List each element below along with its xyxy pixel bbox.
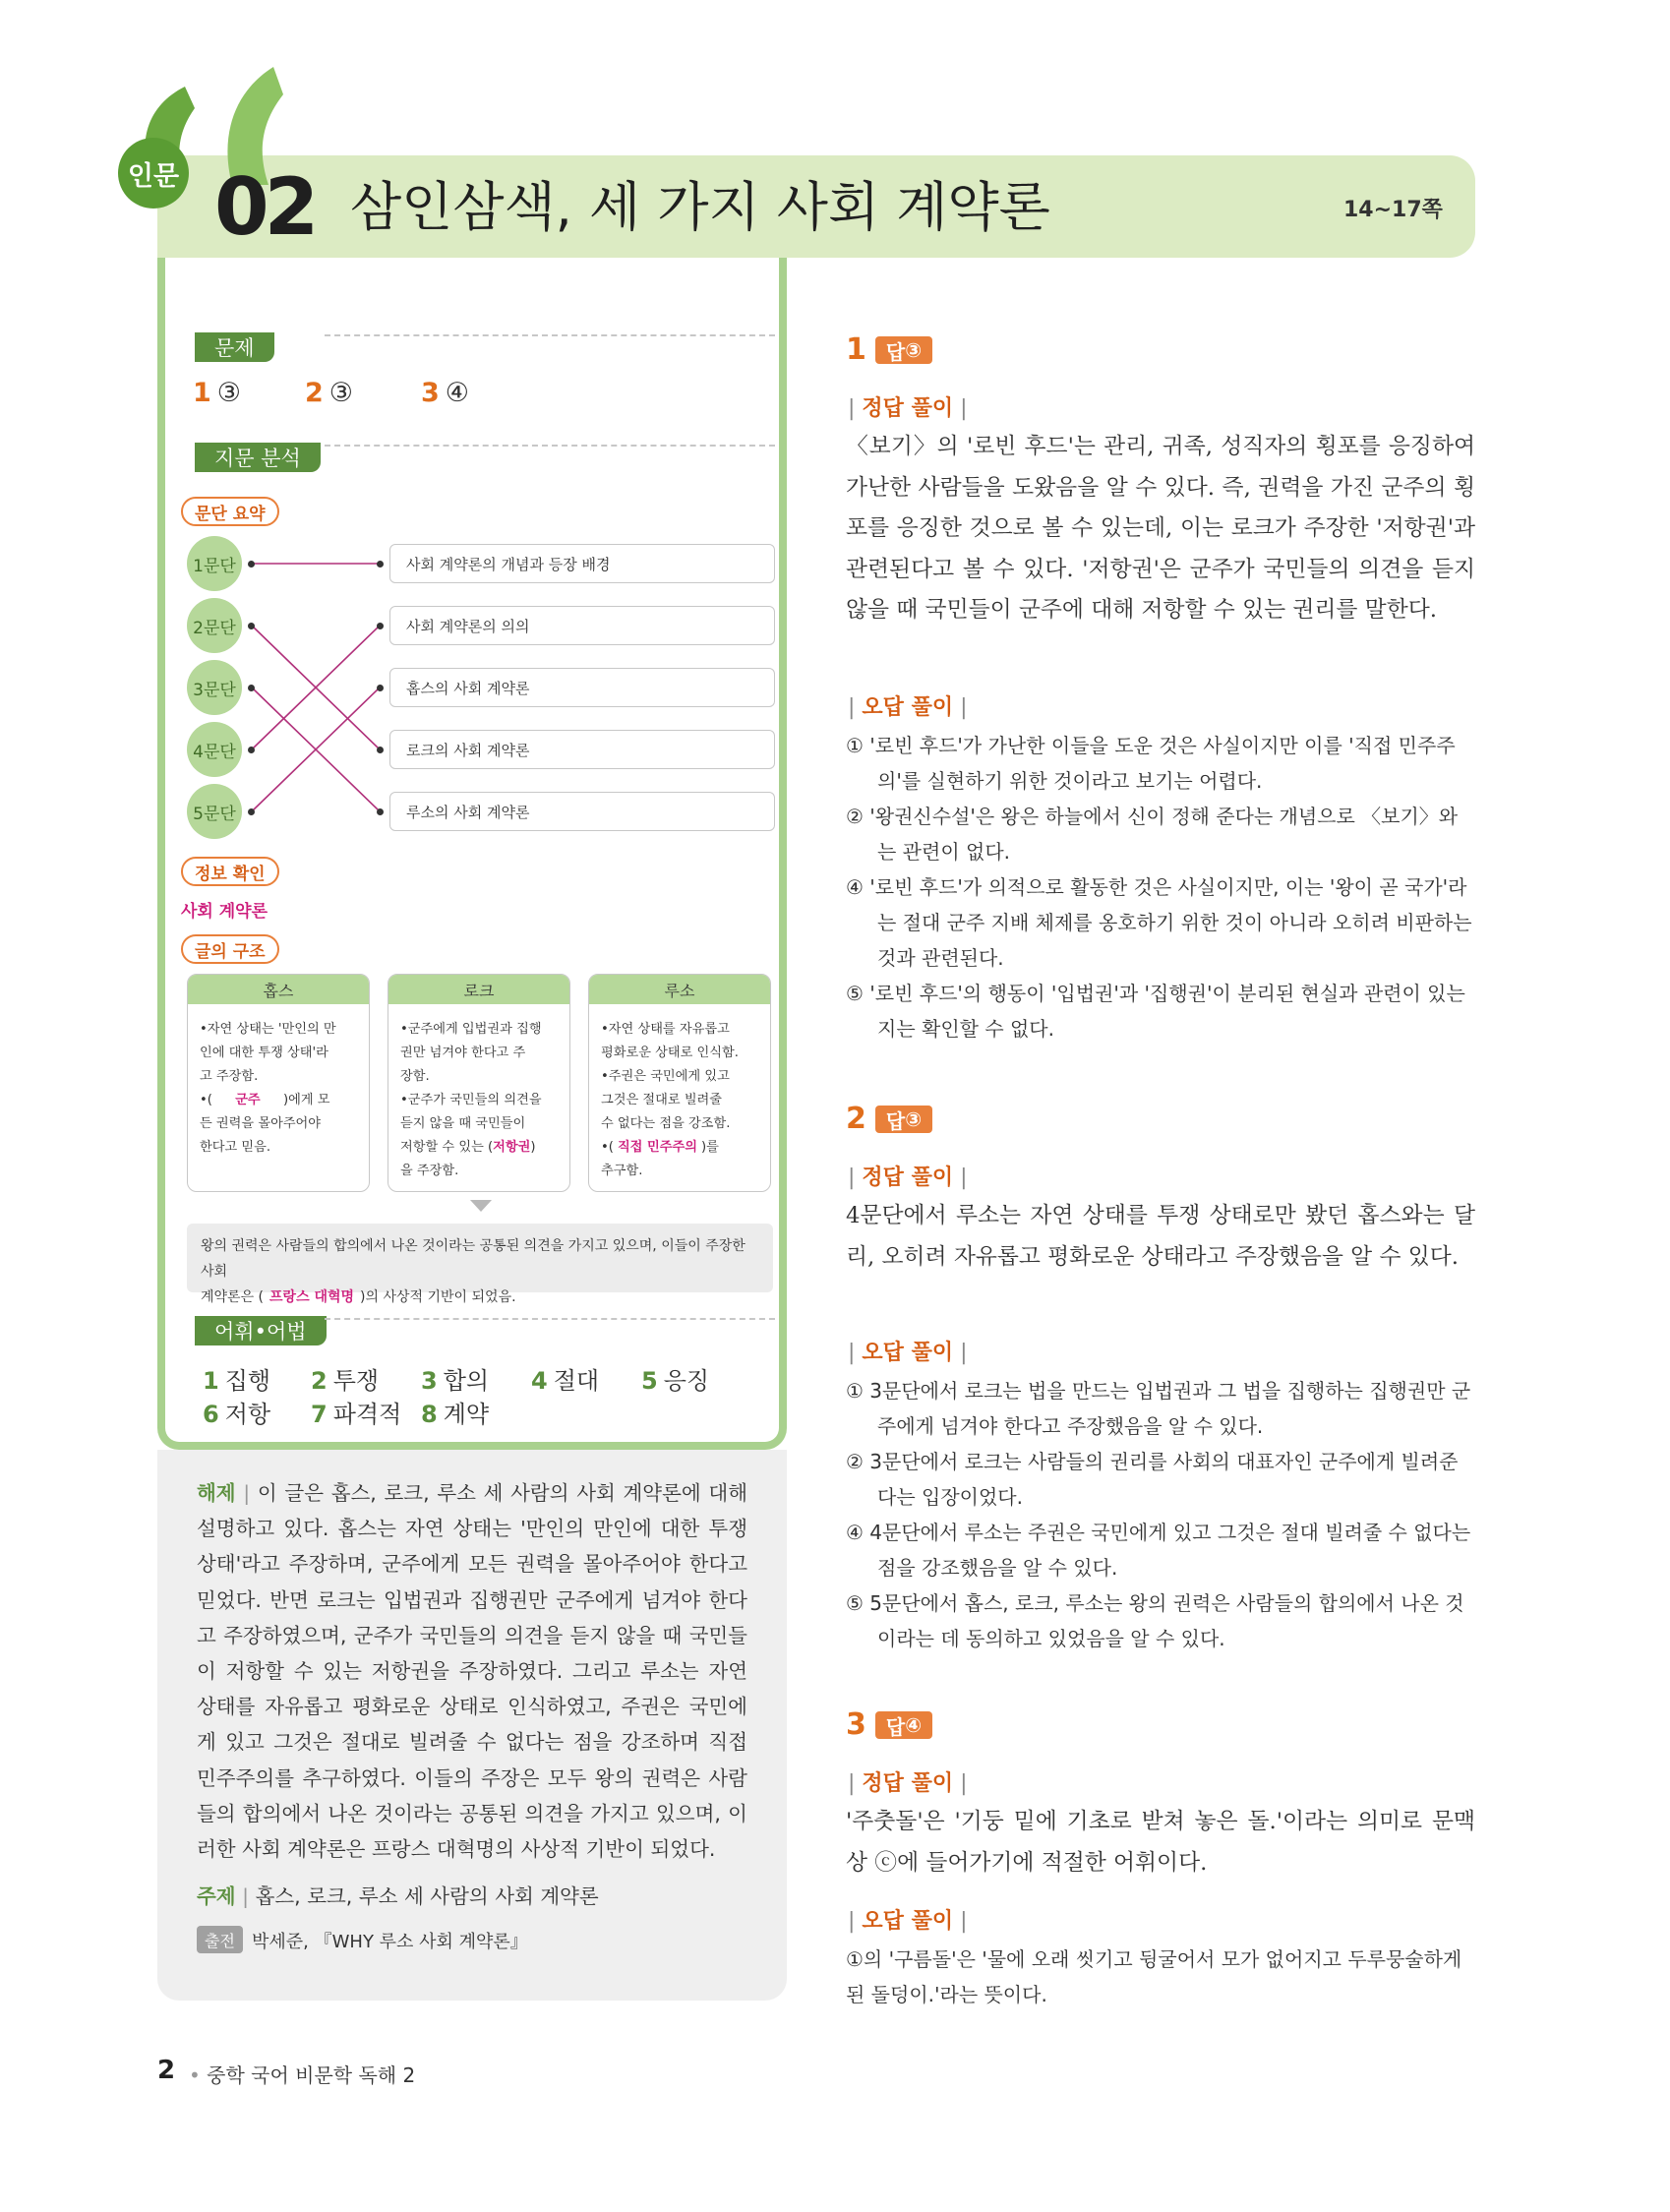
wrong-item: ④ 4문단에서 루소는 주권은 국민에게 있고 그것은 절대 빌려줄 수 없다는 점을 강조했음을 알 수 있다. [846,1521,1471,1580]
info-pill: 정보 확인 [181,857,279,886]
correct-explanation-1: 〈보기〉의 '로빈 후드'는 관리, 귀족, 성직자의 횡포를 응징하여 가난한 사람들을 도왔음을 알 수 있다. 즉, 권력을 가진 군주의 횡포를 응징한 것으로 볼 수 있는데, 이는 로크가 주장한 '저항권'과 관련된다고 볼 수 있다. '저항권'은 군주가 국민들의 의견을 듣지 않을 때 국민들이 군주에 대해 저항할 수 있는 권리를 말한다. [846,434,1475,624]
page-range: 14~17쪽 [1343,198,1443,222]
correct-explanation-3: '주춧돌'은 '기둥 밑에 기초로 받쳐 놓은 돌.'이라는 의미로 문맥상 ⓒ에 들어가기에 적절한 어휘이다. [846,1809,1475,1876]
wrong-heading-3: | 오답 풀이 | [848,1909,968,1934]
answer-3: 3 ④ [421,378,470,408]
answer-1: 1 ③ [193,378,242,408]
source-tag: 출전 [197,1926,243,1953]
answer-2: 2 ③ [305,378,354,408]
answer-tag-1: 답 ③ [875,336,932,364]
structure-column-locke [388,974,570,1192]
summary-pill: 문단 요약 [181,497,279,526]
vocab-7: 7 파격적 [311,1401,402,1428]
vocab-3: 3 합의 [421,1367,490,1395]
paragraph-label-2: 2문단 [187,598,242,653]
column-body: •군주에게 입법권과 집행 권만 넘겨야 한다고 주 장함. •군주가 국민들의 의견을 듣지 않을 때 국민들이 저항할 수 있는 (저항권) 을 주장함. [400,1022,542,1178]
down-arrow-icon [470,1200,492,1214]
answers-tab: 문제 [195,332,274,362]
column-head: 루소 [589,975,770,1004]
wrong-explanations-1 [846,728,1475,1046]
summary-box-3: 홉스의 사회 계약론 [389,668,775,707]
structure-summary: 왕의 권력은 사람들의 합의에서 나온 것이라는 공통된 의견을 가지고 있으며, 이들이 주장한 사회 계약론은 ( 프랑스 대혁명 )의 사상적 기반이 되었음. [187,1224,773,1292]
connector-dot [377,685,384,691]
chapter-number: 02 [214,161,315,253]
source-text: 박세준, 『WHY 루소 사회 계약론』 [252,1932,528,1952]
connector-dot [377,747,384,753]
connector-dot [377,808,384,815]
connector-dot [248,561,255,568]
question-number-3: 3 [846,1707,866,1742]
structure-column-rousseau [588,974,771,1192]
paragraph-label-1: 1문단 [187,536,242,591]
summary-box-4: 로크의 사회 계약론 [389,730,775,769]
structure-column-hobbes [187,974,370,1192]
summary-box-5: 루소의 사회 계약론 [389,792,775,831]
wrong-item: ⑤ 5문단에서 홉스, 로크, 루소는 왕의 권력은 사람들의 합의에서 나온 것이라는 데 동의하고 있었음을 알 수 있다. [846,1591,1464,1650]
summary-box-2: 사회 계약론의 의의 [389,606,775,645]
vocab-5: 5 응징 [641,1367,710,1395]
wrong-explanations-2 [846,1373,1475,1656]
correct-heading-3: | 정답 풀이 | [848,1771,968,1796]
correct-heading-1: | 정답 풀이 | [848,396,968,421]
wrong-item: ② '왕권신수설'은 왕은 하늘에서 신이 정해 준다는 개념으로 〈보기〉와는 관련이 없다. [846,805,1459,864]
wrong-heading-2: | 오답 풀이 | [848,1341,968,1365]
paragraph-label-4: 4문단 [187,722,242,777]
category-badge: 인문 [118,138,189,209]
vocab-1: 1 집행 [203,1367,271,1395]
wrong-explanations-3 [846,1942,1475,2012]
vocab-tab: 어휘•어법 [195,1316,327,1345]
divider [325,1318,775,1320]
connector-dot [377,561,384,568]
column-head: 로크 [388,975,569,1004]
connector-dot [248,747,255,753]
vocab-6: 6 저항 [203,1401,271,1428]
theme-text: 주제 | 홉스, 로크, 루소 세 사람의 사회 계약론 [197,1884,599,1908]
correct-explanation-2: 4문단에서 루소는 자연 상태를 투쟁 상태로만 봤던 홉스와는 달리, 오히려 자유롭고 평화로운 상태라고 주장했음을 알 수 있다. [846,1203,1475,1270]
vocab-2: 2 투쟁 [311,1367,380,1395]
wrong-item: ⑤ '로빈 후드'의 행동이 '입법권'과 '집행권'이 분리된 현실과 관련이 있는지는 확인할 수 없다. [846,982,1465,1041]
wrong-heading-1: | 오답 풀이 | [848,695,968,720]
info-value: 사회 계약론 [181,902,268,922]
wrong-item: ① 3문단에서 로크는 법을 만드는 입법권과 그 법을 집행하는 집행권만 군주에게 넘겨야 한다고 주장했음을 알 수 있다. [846,1379,1471,1438]
wrong-item: ④ '로빈 후드'가 의적으로 활동한 것은 사실이지만, 이는 '왕이 곧 국가'라는 절대 군주 지배 체제를 옹호하기 위한 것이 아니라 오히려 비판하는 것과 관련된다. [846,875,1472,970]
question-number-2: 2 [846,1102,866,1136]
vocab-8: 8 계약 [421,1401,490,1428]
paragraph-label-3: 3문단 [187,660,242,715]
chapter-title: 삼인삼색, 세 가지 사회 계약론 [350,176,1050,238]
connector-dot [248,623,255,629]
correct-heading-2: | 정답 풀이 | [848,1166,968,1190]
column-head: 홉스 [188,975,369,1004]
explanation-text: 해제 | 이 글은 홉스, 로크, 루소 세 사람의 사회 계약론에 대해 설명하고 있다. 홉스는 자연 상태는 '만인의 만인에 대한 투쟁 상태'라고 주장하며, 군주에게 모든 권력을 몰아주어야 한다고 믿었다. 반면 로크는 입법권과 집행권만 군주에게 넘겨야 한다고 주장하였으며, 군주가 국민들의 의견을 듣지 않을 때 국민들이 저항할 수 있는 저항권을 주장하였다. 그리고 루소는 자연 상태를 자유롭고 평화로운 상태로 인식하였고, 주권은 국민에게 있고 그것은 절대로 빌려줄 수 없다는 점을 강조하며 직접 민주주의를 추구하였다. 이들의 주장은 모두 왕의 권력은 사람들의 합의에서 나온 것이라는 공통된 의견을 가지고 있으며, 이러한 사회 계약론은 프랑스 대혁명의 사상적 기반이 되었다. [197,1481,747,1862]
wrong-item: ② 3문단에서 로크는 사람들의 권리를 사회의 대표자인 군주에게 빌려준다는 입장이었다. [846,1450,1459,1509]
connector-dot [248,685,255,691]
answer-tag-2: 답 ③ [875,1106,932,1133]
column-body: •자연 상태를 자유롭고 평화로운 상태로 인식함. •주권은 국민에게 있고 그것은 절대로 빌려줄 수 없다는 점을 강조함. •( 직접 민주주의 )를 추구함. [601,1022,739,1178]
wrong-item: ①의 '구름돌'은 '물에 오래 씻기고 뒹굴어서 모가 없어지고 두루뭉술하게 된 돌덩이.'라는 뜻이다. [846,1947,1462,2006]
vocab-4: 4 절대 [531,1367,600,1395]
analysis-tab: 지문 분석 [195,443,321,472]
column-body: •자연 상태는 '만인의 만 인에 대한 투쟁 상태'라 고 주장함. •( 군주 )에게 모 든 권력을 몰아주어야 한다고 믿음. [200,1022,336,1155]
answer-tag-3: 답 ④ [875,1711,932,1739]
wrong-item: ① '로빈 후드'가 가난한 이들을 도운 것은 사실이지만 이를 '직접 민주주의'를 실현하기 위한 것이라고 보기는 어렵다. [846,734,1456,793]
connector-dot [248,808,255,815]
page-number: 2 [157,2056,176,2085]
summary-box-1: 사회 계약론의 개념과 등장 배경 [389,544,775,583]
paragraph-label-5: 5문단 [187,784,242,839]
book-title: • 중학 국어 비문학 독해 2 [189,2063,416,2087]
structure-pill: 글의 구조 [181,934,279,964]
connector-dot [377,623,384,629]
question-number-1: 1 [846,332,866,367]
